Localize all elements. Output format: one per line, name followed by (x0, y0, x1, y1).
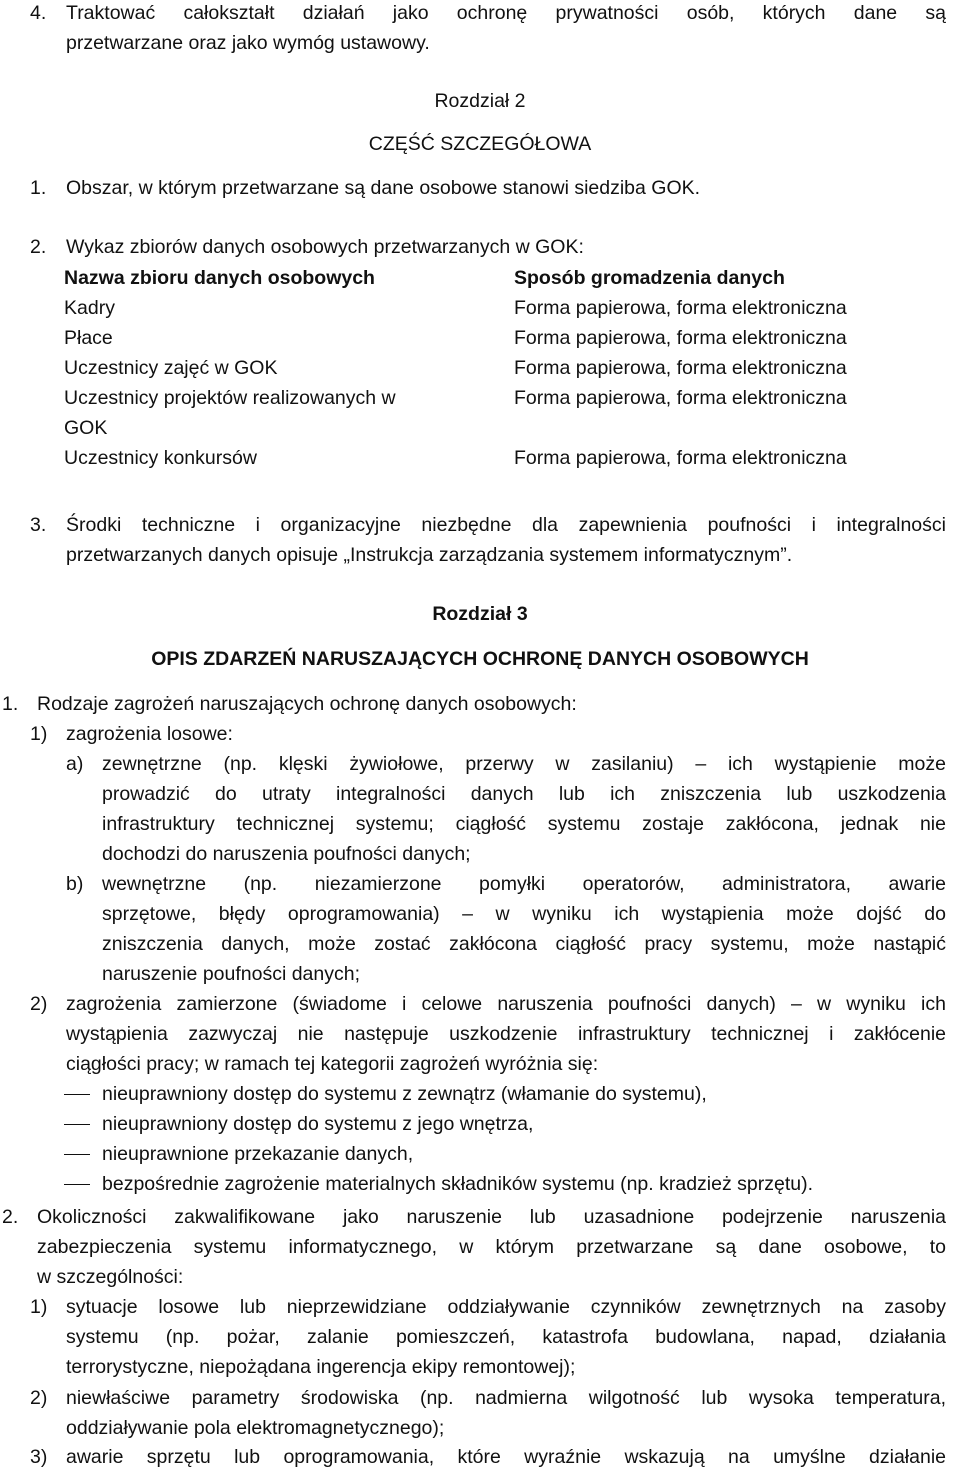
table-cell-name-line: Uczestnicy projektów realizowanych w (64, 387, 396, 409)
bullet-text: bezpośrednie zagrożenie materialnych składników systemu (np. kradzież sprzętu). (102, 1173, 813, 1195)
paragraph-line: terrorystyczne, niepożądana ingerencja ekipy remontowej); (66, 1356, 576, 1378)
table-cell-name: Uczestnicy konkursów (64, 447, 257, 469)
bullet-text: nieuprawniony dostęp do systemu z zewnątrz (włamanie do systemu), (102, 1083, 707, 1105)
item-number: 1) (30, 723, 48, 745)
paragraph-line: Okoliczności zakwalifikowane jako naruszenie lub uzasadnione podejrzenie naruszenia (37, 1206, 946, 1228)
paragraph-line: Wykaz zbiorów danych osobowych przetwarzanych w GOK: (66, 236, 584, 258)
item-number: 2. (2, 1206, 19, 1228)
table-row (64, 323, 948, 353)
dash-bullet (64, 1154, 90, 1155)
item-letter: a) (66, 753, 84, 775)
item-number: 2) (30, 1387, 48, 1409)
table-cell-name-line: GOK (64, 417, 108, 439)
paragraph-line: systemu (np. pożar, zalanie pomieszczeń, katastrofa budowlana, napad, działania (66, 1326, 946, 1348)
item-number: 1. (30, 177, 47, 199)
paragraph-line: Traktować całokształt działań jako ochronę prywatności osób, których dane są (66, 2, 946, 24)
item-number: 3. (30, 514, 47, 536)
paragraph-line: Środki techniczne i organizacyjne niezbędne dla zapewnienia poufności i integralności (66, 514, 946, 536)
paragraph-line: infrastruktury technicznej systemu; ciągłość systemu zostaje zakłócona, jednak nie (102, 813, 946, 835)
table-cell-method: Forma papierowa, forma elektroniczna (514, 357, 847, 379)
paragraph-line: zabezpieczenia systemu informatycznego, w którym przetwarzane są dane osobowe, to (37, 1236, 946, 1258)
paragraph-line: wystąpienia zazwyczaj nie następuje uszkodzenie infrastruktury technicznej i zakłócenie (66, 1023, 946, 1045)
table-cell-name (64, 383, 514, 443)
item-number: 2. (30, 236, 47, 258)
chapter-subtitle: CZĘŚĆ SZCZEGÓŁOWA (368, 133, 592, 155)
table-cell-name: Uczestnicy zajęć w GOK (64, 357, 278, 379)
table-row (64, 293, 948, 323)
table-cell-method: Forma papierowa, forma elektroniczna (514, 297, 847, 319)
table-header-method: Sposób gromadzenia danych (514, 267, 785, 289)
table-row (64, 383, 948, 443)
paragraph-line: zagrożenia zamierzone (świadome i celowe naruszenia poufności danych) – w wyniku ich (66, 993, 946, 1015)
paragraph-line: w szczególności: (37, 1266, 184, 1288)
paragraph-line: niewłaściwe parametry środowiska (np. nadmierna wilgotność lub wysoka temperatura, (66, 1387, 946, 1409)
chapter-title: Rozdział 2 (434, 90, 526, 112)
paragraph-line: Rodzaje zagrożeń naruszających ochronę danych osobowych: (37, 693, 577, 715)
paragraph-line: sprzętowe, błędy oprogramowania) – w wyniku ich wystąpienia może dojść do (102, 903, 946, 925)
paragraph-line: przetwarzane oraz jako wymóg ustawowy. (66, 32, 430, 54)
item-number: 1. (2, 693, 19, 715)
paragraph-line: naruszenie poufności danych; (102, 963, 361, 985)
paragraph-line: oddziaływanie pola elektromagnetycznego); (66, 1417, 445, 1439)
dash-bullet (64, 1124, 90, 1125)
table-cell-method: Forma papierowa, forma elektroniczna (514, 327, 847, 349)
table-cell-name: Kadry (64, 297, 115, 319)
paragraph-line: sytuacje losowe lub nieprzewidziane oddziaływanie czynników zewnętrznych na zasoby (66, 1296, 946, 1318)
dash-bullet (64, 1184, 90, 1185)
data-sets-table (64, 263, 948, 473)
table-cell-name: Płace (64, 327, 113, 349)
table-row (64, 353, 948, 383)
chapter-title: Rozdział 3 (432, 603, 528, 625)
paragraph-line: zniszczenia danych, może zostać zakłócona ciągłość pracy systemu, może nastąpić (102, 933, 946, 955)
paragraph-line: zewnętrzne (np. klęski żywiołowe, przerwy w zasilaniu) – ich wystąpienie może (102, 753, 946, 775)
table-cell-method: Forma papierowa, forma elektroniczna (514, 387, 847, 409)
table-header-name: Nazwa zbioru danych osobowych (64, 267, 375, 289)
item-letter: b) (66, 873, 84, 895)
item-number: 3) (30, 1446, 48, 1468)
item-number: 1) (30, 1296, 48, 1318)
table-header-row (64, 263, 948, 293)
table-cell-method: Forma papierowa, forma elektroniczna (514, 447, 847, 469)
paragraph-line: dochodzi do naruszenia poufności danych; (102, 843, 471, 865)
chapter-subtitle: OPIS ZDARZEŃ NARUSZAJĄCYCH OCHRONĘ DANYCH OSOBOWYCH (151, 648, 809, 670)
item-number: 2) (30, 993, 48, 1015)
paragraph-line: awarie sprzętu lub oprogramowania, które wyraźnie wskazują na umyślne działanie (66, 1446, 946, 1468)
paragraph-line: prowadzić do utraty integralności danych lub ich zniszczenia lub uszkodzenia (102, 783, 946, 805)
bullet-text: nieuprawniony dostęp do systemu z jego wnętrza, (102, 1113, 534, 1135)
table-row (64, 443, 948, 473)
paragraph-line: wewnętrzne (np. niezamierzone pomyłki operatorów, administratora, awarie (102, 873, 946, 895)
bullet-text: nieuprawnione przekazanie danych, (102, 1143, 414, 1165)
paragraph-line: zagrożenia losowe: (66, 723, 233, 745)
dash-bullet (64, 1094, 90, 1095)
item-number: 4. (30, 2, 47, 24)
paragraph-line: przetwarzanych danych opisuje „Instrukcja zarządzania systemem informatycznym”. (66, 544, 793, 566)
paragraph-line: ciągłości pracy; w ramach tej kategorii zagrożeń wyróżnia się: (66, 1053, 599, 1075)
paragraph-line: Obszar, w którym przetwarzane są dane osobowe stanowi siedziba GOK. (66, 177, 701, 199)
